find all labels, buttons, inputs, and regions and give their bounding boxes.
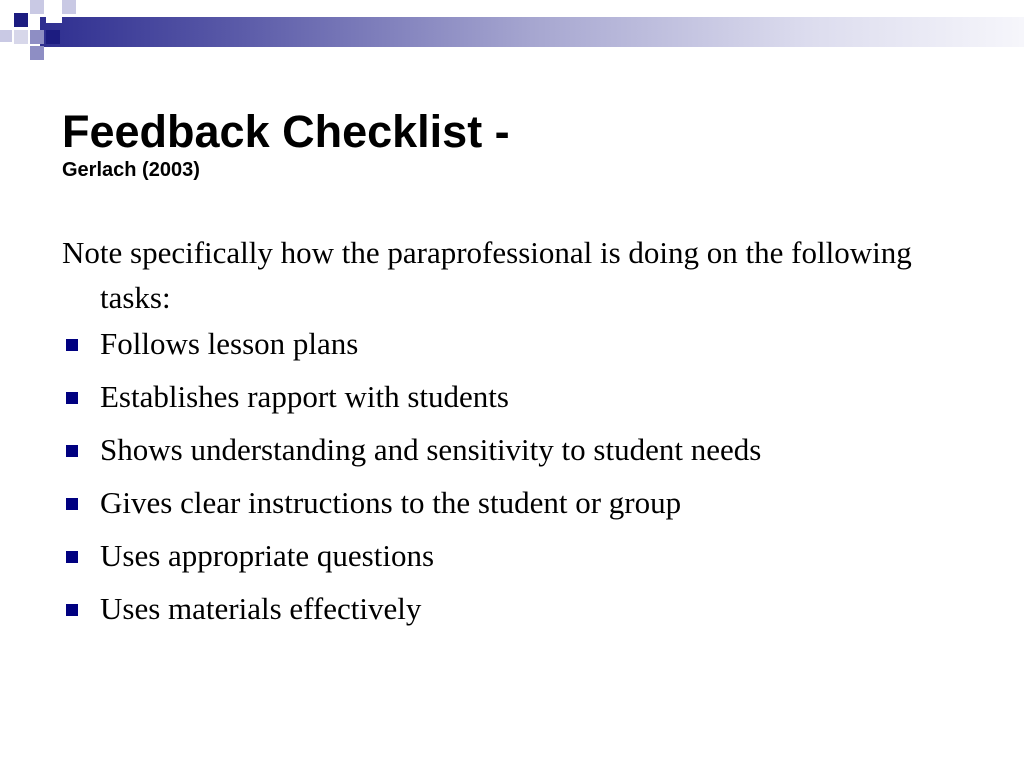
list-item	[62, 379, 962, 415]
square-bullet-icon	[66, 498, 78, 510]
decor-square	[62, 0, 76, 14]
title-block	[62, 106, 962, 182]
square-bullet-icon	[66, 392, 78, 404]
slide-subtitle: Gerlach (2003)	[62, 159, 200, 181]
square-bullet-icon	[66, 551, 78, 563]
decor-square	[30, 46, 44, 60]
list-item	[62, 485, 962, 521]
decor-square	[30, 30, 44, 44]
decor-square	[14, 30, 28, 44]
gradient-band	[40, 17, 1024, 47]
square-bullet-icon	[66, 339, 78, 351]
square-bullet-icon	[66, 604, 78, 616]
bullet-list	[62, 326, 962, 627]
list-item	[62, 538, 962, 574]
list-item	[62, 591, 962, 627]
bullet-text: Gives clear instructions to the student or group	[100, 485, 682, 520]
slide-body	[62, 230, 962, 644]
decor-square	[0, 30, 12, 42]
bullet-text: Uses appropriate questions	[100, 538, 435, 573]
decor-square	[46, 7, 62, 23]
square-bullet-icon	[66, 445, 78, 457]
bullet-text: Establishes rapport with students	[100, 379, 509, 414]
list-item	[62, 432, 962, 468]
decor-square	[14, 13, 28, 27]
list-item	[62, 326, 962, 362]
bullet-text: Uses materials effectively	[100, 591, 422, 626]
decor-square	[46, 30, 60, 44]
intro-text: Note specifically how the paraprofessional is doing on the following tasks:	[62, 235, 912, 315]
bullet-text: Follows lesson plans	[100, 326, 359, 361]
decor-square	[30, 0, 44, 14]
slide-title: Feedback Checklist -	[62, 106, 510, 157]
bullet-text: Shows understanding and sensitivity to student needs	[100, 432, 762, 467]
